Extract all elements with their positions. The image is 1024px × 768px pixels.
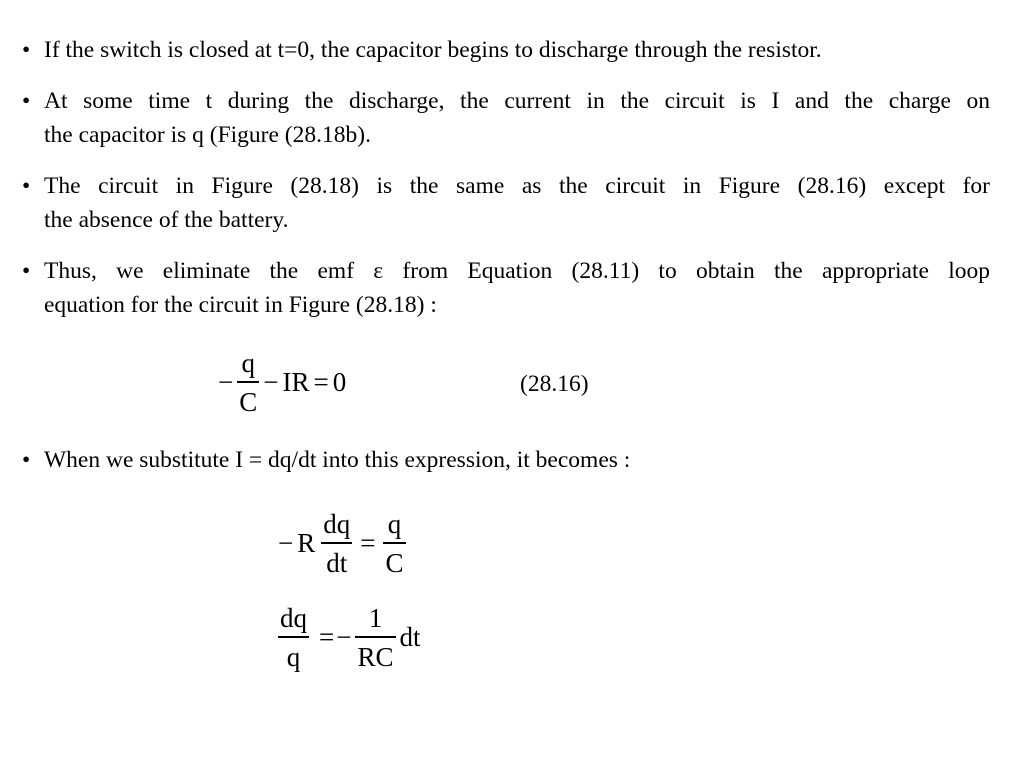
minus-sign: − bbox=[336, 622, 352, 653]
equals-sign: = bbox=[360, 528, 376, 559]
equation-loop bbox=[214, 350, 346, 416]
minus-sign: − bbox=[278, 528, 294, 559]
numerator: q bbox=[387, 509, 402, 539]
dt-term: dt bbox=[399, 622, 421, 653]
bullet-text bbox=[44, 443, 990, 477]
fraction-bar bbox=[237, 381, 259, 383]
bullet-line: The circuit in Figure (28.18) is the same as the circuit in Figure (28.16) except for bbox=[44, 173, 990, 199]
bullet-discharge-current bbox=[22, 84, 990, 152]
bullet-marker: • bbox=[22, 88, 31, 114]
equation-separated bbox=[278, 605, 421, 671]
denominator: RC bbox=[357, 641, 394, 672]
zero: 0 bbox=[332, 367, 347, 398]
bullet-text bbox=[44, 33, 990, 67]
bullet-line: Thus, we eliminate the emf ε from Equation (28.11) to obtain the appropriate loop bbox=[44, 258, 990, 284]
numerator: dq bbox=[323, 509, 351, 539]
equation-number: (28.16) bbox=[520, 371, 589, 397]
bullet-substitute bbox=[22, 443, 990, 477]
bullet-switch-closed bbox=[22, 33, 990, 67]
numerator: q bbox=[241, 348, 255, 378]
resistance-symbol: R bbox=[297, 528, 316, 559]
equals-sign: = bbox=[319, 622, 335, 653]
bullet-marker: • bbox=[22, 258, 31, 284]
fraction-bar bbox=[278, 636, 309, 638]
minus-sign: − bbox=[218, 367, 234, 398]
equals-sign: = bbox=[313, 367, 329, 398]
bullet-line: equation for the circuit in Figure (28.18) : bbox=[44, 292, 437, 318]
bullet-line: When we substitute I = dq/dt into this expression, it becomes : bbox=[44, 447, 631, 473]
fraction-dq-over-q bbox=[278, 605, 309, 671]
denominator: C bbox=[385, 547, 404, 578]
denominator: dt bbox=[326, 547, 348, 578]
fraction-q-over-c bbox=[383, 511, 405, 577]
bullet-text bbox=[44, 254, 990, 322]
fraction-bar bbox=[383, 542, 405, 544]
fraction-dq-over-dt bbox=[321, 511, 352, 577]
bullet-text bbox=[44, 169, 990, 237]
bullet-marker: • bbox=[22, 173, 31, 199]
bullet-text bbox=[44, 84, 990, 152]
bullet-marker: • bbox=[22, 447, 31, 473]
bullet-line: the absence of the battery. bbox=[44, 207, 289, 233]
denominator: q bbox=[286, 641, 301, 672]
bullet-line: the capacitor is q (Figure (28.18b). bbox=[44, 122, 371, 148]
bullet-eliminate-emf bbox=[22, 254, 990, 322]
bullet-line: At some time t during the discharge, the current in the circuit is I and the charge on bbox=[44, 88, 990, 114]
denominator: C bbox=[239, 386, 258, 417]
fraction-bar bbox=[321, 542, 352, 544]
ir-term: IR bbox=[282, 367, 310, 398]
bullet-line: If the switch is closed at t=0, the capacitor begins to discharge through the resistor. bbox=[44, 37, 822, 63]
numerator: 1 bbox=[368, 603, 383, 633]
fraction-1-over-rc bbox=[355, 605, 395, 671]
bullet-marker: • bbox=[22, 37, 31, 63]
bullet-circuit-same bbox=[22, 169, 990, 237]
fraction-q-over-c bbox=[237, 350, 259, 416]
minus-sign: − bbox=[263, 367, 279, 398]
fraction-bar bbox=[355, 636, 395, 638]
equation-differential bbox=[274, 511, 406, 577]
numerator: dq bbox=[280, 603, 307, 633]
